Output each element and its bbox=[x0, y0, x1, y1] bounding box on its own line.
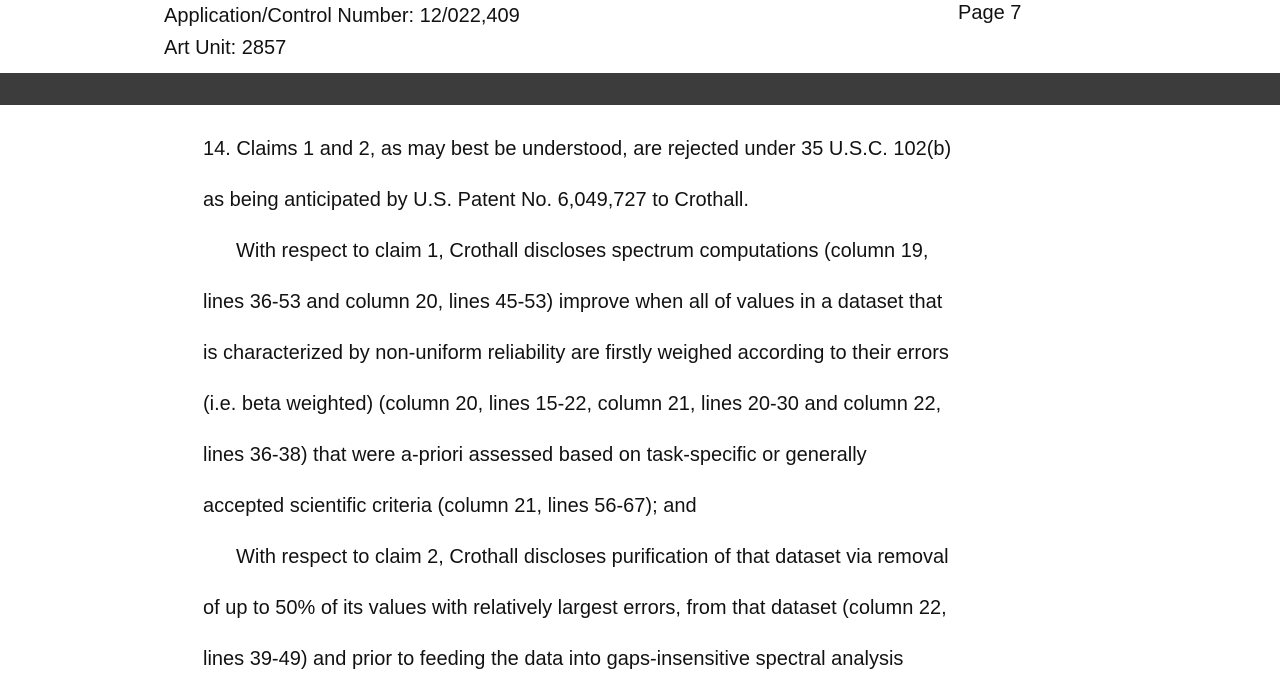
body-line-2: as being anticipated by U.S. Patent No. 6,049,727 to Crothall. bbox=[203, 189, 749, 211]
body-line-10: of up to 50% of its values with relatively largest errors, from that dataset (column 22, bbox=[203, 597, 947, 619]
application-number: Application/Control Number: 12/022,409 bbox=[164, 5, 520, 27]
art-unit: Art Unit: 2857 bbox=[164, 37, 287, 59]
body-line-7: lines 36-38) that were a-priori assessed based on task-specific or generally bbox=[203, 444, 867, 466]
body-line-9: With respect to claim 2, Crothall discloses purification of that dataset via removal bbox=[236, 546, 949, 568]
body-line-5: is characterized by non-uniform reliability are firstly weighed according to their errors bbox=[203, 342, 949, 364]
body-line-1: 14. Claims 1 and 2, as may best be understood, are rejected under 35 U.S.C. 102(b) bbox=[203, 138, 952, 160]
body-line-11: lines 39-49) and prior to feeding the data into gaps-insensitive spectral analysis bbox=[203, 648, 904, 670]
body-line-8: accepted scientific criteria (column 21, lines 56-67); and bbox=[203, 495, 697, 517]
page-number: Page 7 bbox=[958, 2, 1022, 24]
body-line-6: (i.e. beta weighted) (column 20, lines 15-22, column 21, lines 20-30 and column 22, bbox=[203, 393, 942, 415]
body-line-3: With respect to claim 1, Crothall discloses spectrum computations (column 19, bbox=[236, 240, 929, 262]
page-separator-bar bbox=[0, 73, 1280, 105]
page-header-left bbox=[164, 0, 520, 64]
body-line-4: lines 36-53 and column 20, lines 45-53) improve when all of values in a dataset that bbox=[203, 291, 943, 313]
